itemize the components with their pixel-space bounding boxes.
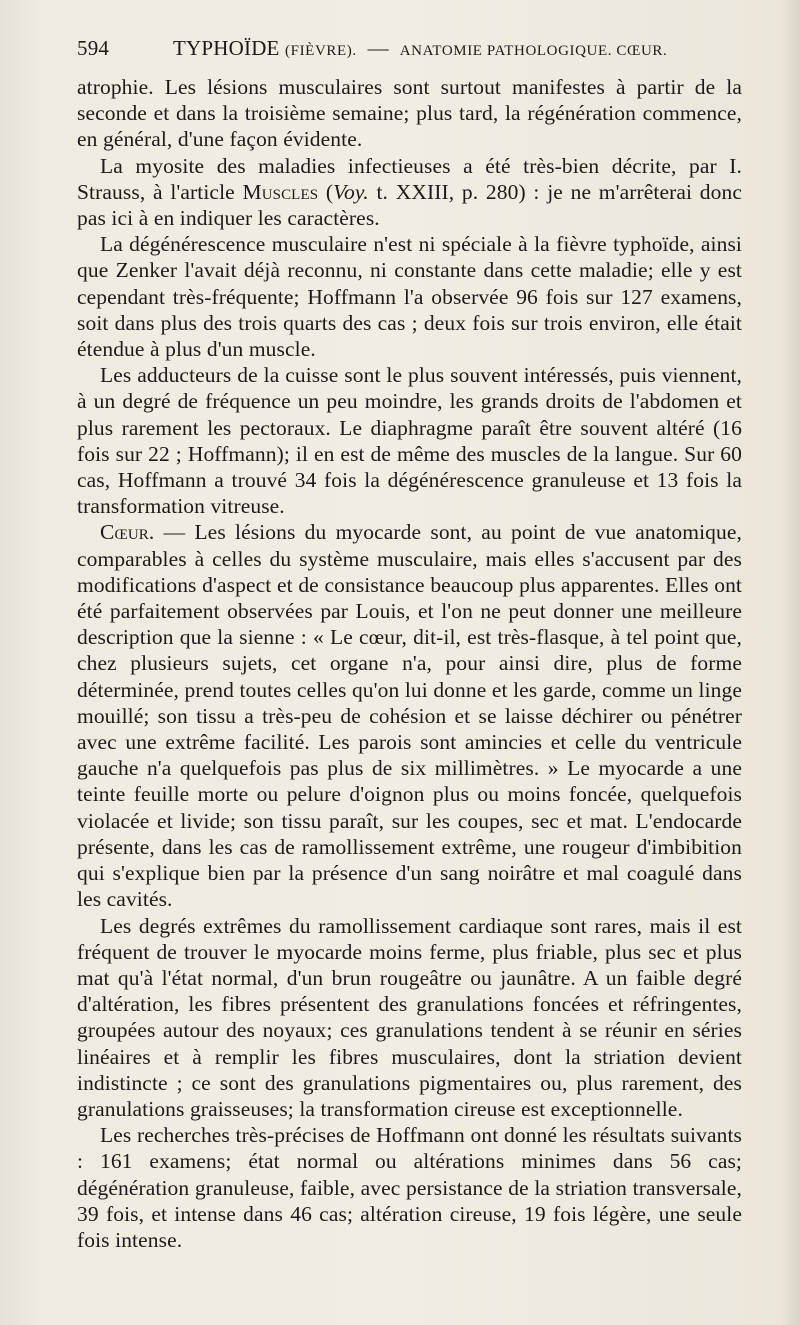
paragraph-4: Les adducteurs de la cuisse sont le plus souvent intéressés, puis viennent, à un degré de fréquence un peu moindre, les grands droits de l'abdomen et plus rarement les pectoraux. Le diaphragme paraît être souvent altéré (16 fois sur 22 ; Hoffmann); il en est de même des muscles de la langue. Sur 60 cas, Hoffmann a trouvé 34 fois la dégénérescence granuleuse et 13 fois la transformation vitreuse. [77, 363, 742, 519]
title-paren: (FIÈVRE). [285, 43, 357, 59]
paragraph-2-part-3: t. XXIII, p. 280) : je ne m'arrêterai donc pas ici à en indiquer les caractères. [77, 179, 742, 231]
paragraph-2 [77, 153, 742, 232]
paragraph-5-text: — Les lésions du myocarde sont, au point de vue anatomique, comparables à celles du système musculaire, mais elles s'accusent par des modifications d'aspect et de consistance beaucoup plus apparentes. Elles ont été parfaitement observées par Louis, et l'on ne peut donner une meilleure description que la sienne : « Le cœur, dit-il, est très-flasque, à tel point que, chez plusieurs sujets, cet organe n'a, pour ainsi dire, plus de forme déterminée, prend toutes celles qu'on lui donne et les garde, comme un linge mouillé; son tissu a très-peu de cohésion et se laisse déchirer ou pénétrer avec une extrême facilité. Les parois sont amincies et celle du ventricule gauche n'a quelquefois pas plus de six millimètres. » Le myocarde a une teinte feuille morte ou pelure d'oignon plus ou moins foncée, quelquefois violacée et livide; son tissu paraît, sur les coupes, sec et mat. L'endocarde présente, dans les cas de ramollissement extrême, une rougeur d'imbibition qui s'explique bien par la présence d'un sang noirâtre et mal coagulé dans les cavités. [77, 520, 742, 912]
header-dash: — [367, 36, 389, 60]
coeur-heading: Cœur. [100, 520, 155, 545]
paragraph-1: atrophie. Les lésions musculaires sont surtout manifestes à partir de la seconde et dans la troisième semaine; plus tard, la régénération commence, en général, d'une façon évidente. [77, 75, 742, 152]
paragraph-7: Les recherches très-précises de Hoffmann ont donné les résultats suivants : 161 examens; état normal ou altérations minimes dans 56 cas; dégénération granuleuse, faible, avec persistance de la striation transversale, 39 fois, et intense dans 46 cas; altération cireuse, 19 fois légère, une seule fois intense. [77, 1123, 742, 1252]
voy-italic: Voy. [333, 179, 369, 204]
paragraph-6: Les degrés extrêmes du ramollissement cardiaque sont rares, mais il est fréquent de trouver le myocarde moins ferme, plus friable, plus sec et plus mat qu'à l'état normal, d'un brun rougeâtre ou jaunâtre. A un faible degré d'altération, les fibres présentent des granulations foncées et réfringentes, groupées autour des noyaux; ces granulations tendent à se réunir en séries linéaires et à remplir les fibres musculaires, dont la striation devient indistincte ; ce sont des granulations pigmentaires ou, plus rarement, des granulations graisseuses; la transformation cireuse est exceptionnelle. [77, 913, 742, 1121]
body-text [77, 74, 742, 1253]
paragraph-2-part-1: La myosite des maladies infectieuses a été très-bien décrite, par I. Strauss, à l'article [77, 153, 742, 204]
section-title: ANATOMIE PATHOLOGIQUE. CŒUR. [399, 43, 668, 59]
title-main: TYPHOÏDE [173, 36, 280, 60]
paragraph-3: La dégénérescence musculaire n'est ni spéciale à la fièvre typhoïde, ainsi que Zenker l'avait déjà reconnu, ni constante dans cette maladie; elle y est cependant très-fréquente; Hoffmann l'a observée 96 fois sur 127 examens, soit dans plus des trois quarts des cas ; deux fois sur trois environ, elle était étendue à plus d'un muscle. [77, 232, 742, 362]
running-title [173, 36, 667, 61]
paragraph-5 [77, 519, 742, 912]
article-reference: Muscles [242, 179, 319, 204]
paragraph-2-part-2: ( [318, 179, 334, 204]
page-number: 594 [77, 36, 110, 60]
running-header [77, 36, 742, 66]
